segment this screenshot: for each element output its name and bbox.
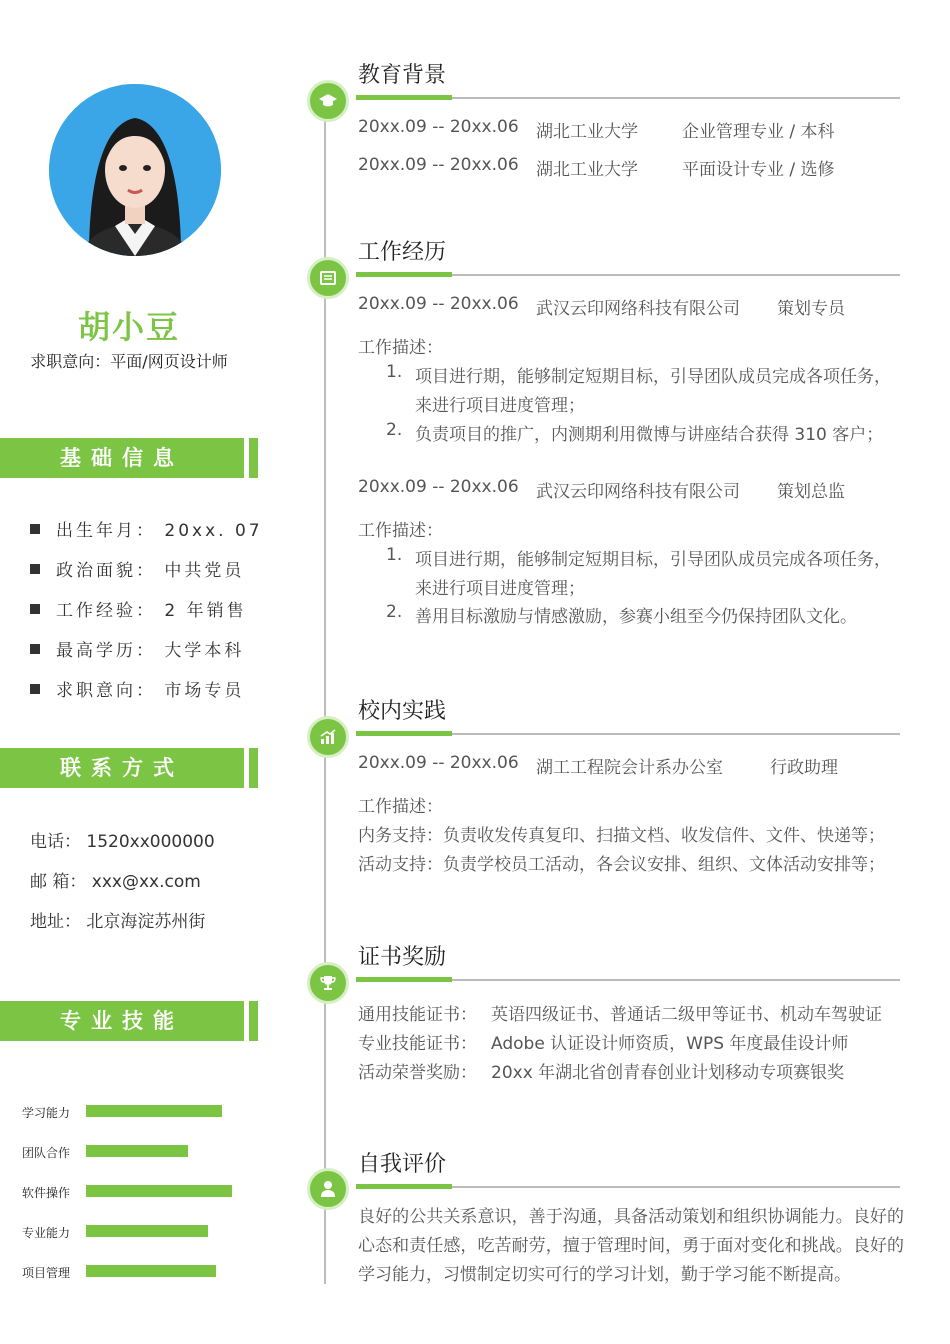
- info-row: [30, 636, 244, 661]
- work-desc-item: 善用目标激励与情感激励，参赛小组至今仍保持团队文化。: [415, 607, 857, 627]
- skill-label: 软件操作: [22, 1186, 71, 1200]
- work-desc-label: 工作描述：: [358, 338, 443, 358]
- section-header-tick: [249, 438, 258, 478]
- cert-label: 专业技能证书：: [358, 1034, 477, 1054]
- work-date: 20xx.09 -- 20xx.06: [358, 294, 519, 314]
- work-company: 武汉云印网络科技有限公司: [536, 299, 740, 319]
- person-icon: [307, 1168, 349, 1210]
- edu-school: 湖北工业大学: [536, 160, 638, 180]
- cert-label: 活动荣誉奖励：: [358, 1063, 477, 1083]
- info-row: [30, 516, 263, 541]
- edu-date: 20xx.09 -- 20xx.06: [358, 117, 519, 137]
- work-desc-item: 项目进行期，能够制定短期目标，引导团队成员完成各项任务，: [415, 367, 891, 387]
- portrait-image: [49, 84, 221, 256]
- bullet-square-icon: [30, 644, 40, 654]
- section-accent-bar: [356, 1184, 452, 1189]
- candidate-name: 胡小豆: [77, 308, 180, 346]
- list-number: 1.: [386, 362, 403, 382]
- self-evaluation-text: 良好的公共关系意识，善于沟通，具备活动策划和组织协调能力。良好的心态和责任感，吃苦耐劳，擅于管理时间，勇于面对变化和挑战。良好的学习能力，习惯制定切实可行的学习计划，勤于学习能不断提高。: [358, 1207, 904, 1285]
- campus-org: 湖工工程院会计系办公室: [536, 758, 723, 778]
- section-header-tick: [249, 1001, 258, 1041]
- bullet-square-icon: [30, 564, 40, 574]
- skill-bar: [86, 1145, 188, 1157]
- edu-major: 企业管理专业 / 本科: [682, 122, 835, 142]
- section-header-tick: [249, 748, 258, 788]
- info-text: 最高学历： 大学本科: [56, 641, 245, 661]
- chart-growth-icon: [307, 716, 349, 758]
- section-accent-bar: [356, 95, 452, 100]
- contact-address: 地址： 北京海淀苏州街: [30, 912, 206, 932]
- section-title-education: 教育背景: [358, 63, 447, 88]
- section-header-skills: 专业技能: [0, 1001, 244, 1041]
- work-desc-item: 来进行项目进度管理；: [415, 396, 585, 416]
- work-desc-item: 项目进行期，能够制定短期目标，引导团队成员完成各项任务，: [415, 550, 891, 570]
- info-text: 工作经验： 2 年销售: [56, 601, 247, 621]
- campus-desc-line: 活动支持：负责学校员工活动，各会议安排、组织、文体活动安排等；: [358, 855, 885, 875]
- info-text: 求职意向： 市场专员: [56, 681, 245, 701]
- skill-bar: [86, 1105, 222, 1117]
- work-company: 武汉云印网络科技有限公司: [536, 482, 740, 502]
- info-text: 出生年月： 20xx. 07: [56, 521, 263, 541]
- job-intent: 求职意向：平面/网页设计师: [30, 352, 228, 371]
- bullet-square-icon: [30, 604, 40, 614]
- skill-label: 学习能力: [22, 1106, 71, 1120]
- work-desc-label: 工作描述：: [358, 521, 443, 541]
- list-number: 2.: [386, 420, 403, 440]
- graduation-cap-icon: [307, 80, 349, 122]
- section-accent-bar: [356, 272, 452, 277]
- bullet-square-icon: [30, 524, 40, 534]
- list-number: 2.: [386, 602, 403, 622]
- skill-bar: [86, 1225, 208, 1237]
- campus-desc-line: 内务支持：负责收发传真复印、扫描文档、收发信件、文件、快递等；: [358, 826, 885, 846]
- cert-value: Adobe 认证设计师资质，WPS 年度最佳设计师: [491, 1034, 849, 1054]
- profile-photo: [49, 84, 221, 256]
- briefcase-icon: [307, 257, 349, 299]
- section-accent-bar: [356, 977, 452, 982]
- section-title-certs: 证书奖励: [358, 945, 447, 970]
- skill-label: 项目管理: [22, 1266, 71, 1280]
- skill-bar: [86, 1185, 232, 1197]
- campus-role: 行政助理: [770, 758, 838, 778]
- cert-label: 通用技能证书：: [358, 1005, 477, 1025]
- work-role: 策划总监: [777, 482, 845, 502]
- section-header-contact: 联系方式: [0, 748, 244, 788]
- section-title-campus: 校内实践: [358, 699, 447, 724]
- section-title-work: 工作经历: [358, 240, 447, 265]
- skill-bar: [86, 1265, 216, 1277]
- contact-phone: 电话： 1520xx000000: [30, 832, 215, 852]
- bullet-square-icon: [30, 684, 40, 694]
- cert-value: 20xx 年湖北省创青春创业计划移动专项赛银奖: [491, 1063, 845, 1083]
- info-text: 政治面貌： 中共党员: [56, 561, 245, 581]
- section-accent-bar: [356, 731, 452, 736]
- contact-email: 邮 箱： xxx@xx.com: [30, 872, 201, 892]
- list-number: 1.: [386, 545, 403, 565]
- edu-date: 20xx.09 -- 20xx.06: [358, 155, 519, 175]
- edu-school: 湖北工业大学: [536, 122, 638, 142]
- campus-desc-label: 工作描述：: [358, 797, 443, 817]
- edu-major: 平面设计专业 / 选修: [682, 160, 835, 180]
- section-header-basic-info: 基础信息: [0, 438, 244, 478]
- work-desc-item: 负责项目的推广，内测期利用微博与讲座结合获得 310 客户；: [415, 425, 884, 445]
- skill-label: 团队合作: [22, 1146, 71, 1160]
- skill-label: 专业能力: [22, 1226, 71, 1240]
- info-row: [30, 556, 244, 581]
- campus-date: 20xx.09 -- 20xx.06: [358, 753, 519, 773]
- work-date: 20xx.09 -- 20xx.06: [358, 477, 519, 497]
- work-role: 策划专员: [777, 299, 845, 319]
- info-row: [30, 676, 244, 701]
- section-title-self: 自我评价: [358, 1152, 447, 1177]
- work-desc-item: 来进行项目进度管理；: [415, 579, 585, 599]
- cert-value: 英语四级证书、普通话二级甲等证书、机动车驾驶证: [491, 1005, 882, 1025]
- trophy-icon: [307, 962, 349, 1004]
- info-row: [30, 596, 247, 621]
